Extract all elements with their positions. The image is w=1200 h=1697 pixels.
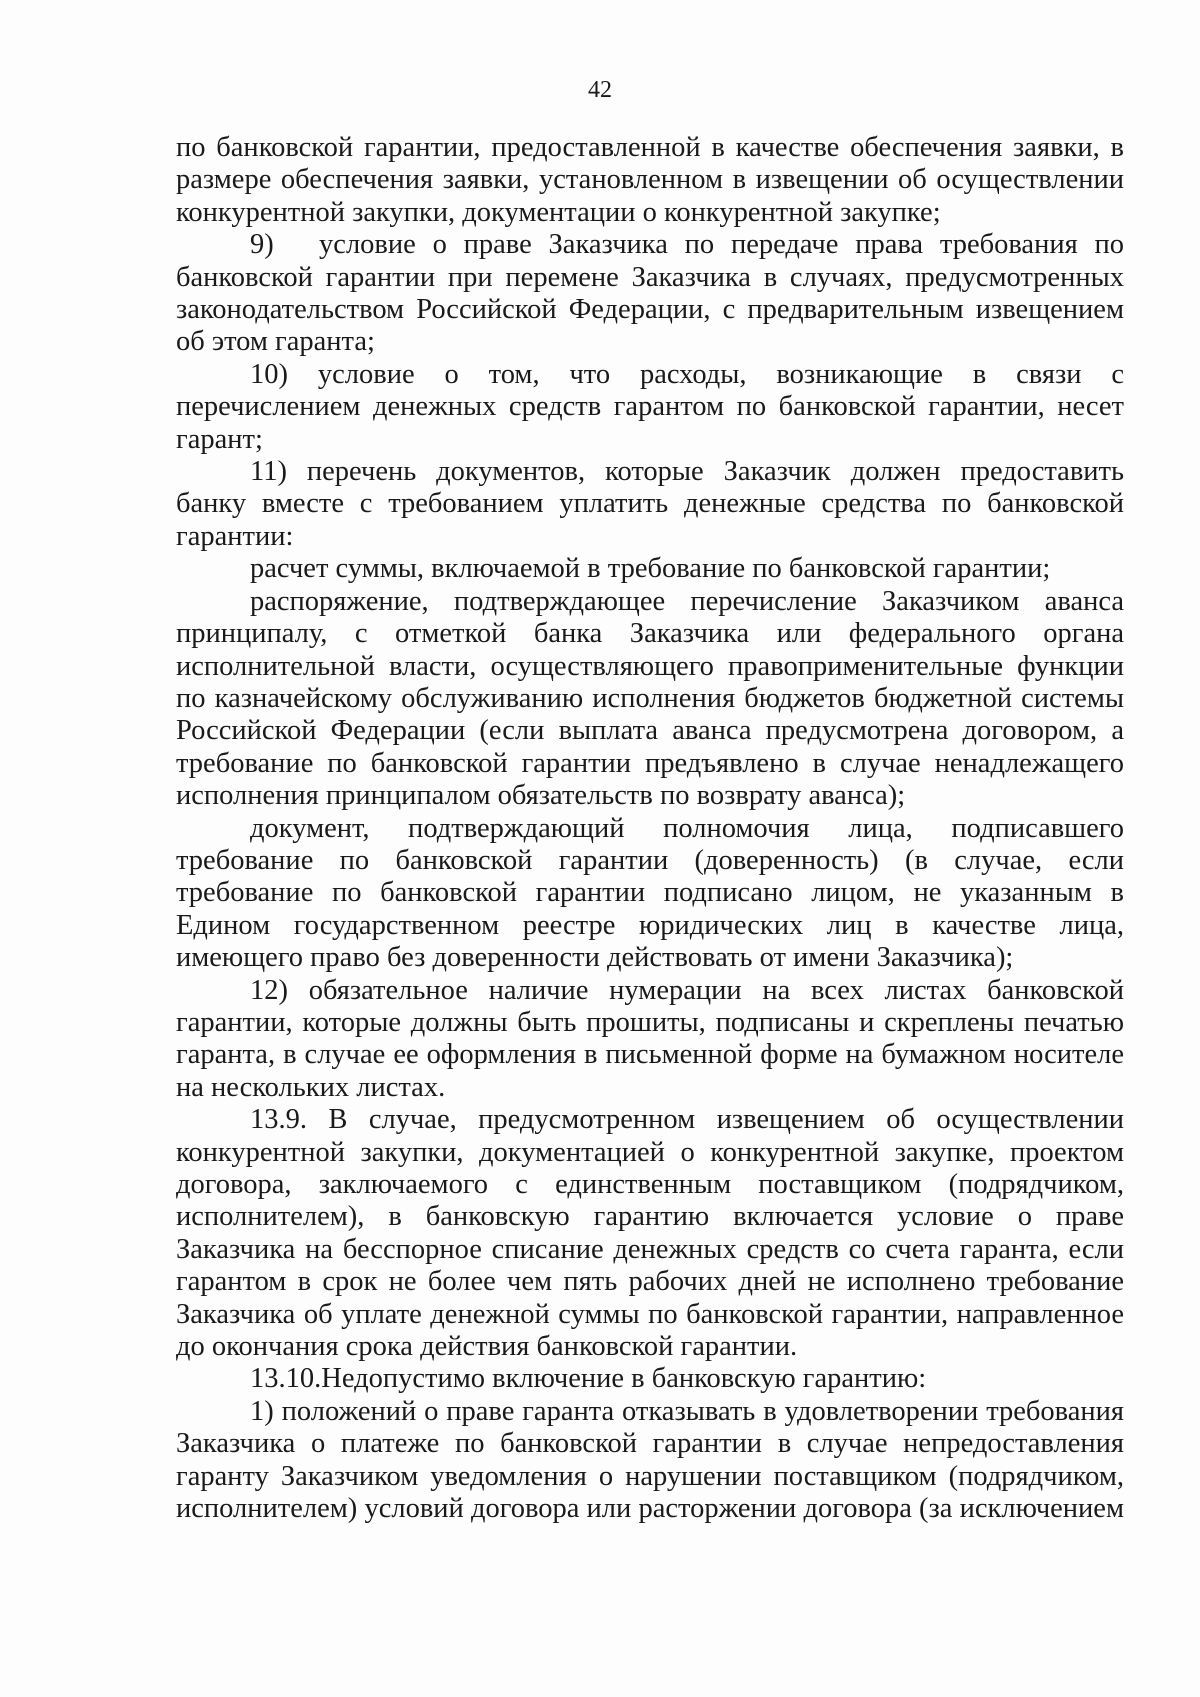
text-line: по казначейскому обслуживанию исполнения бюджетов бюджетной системы bbox=[176, 682, 1124, 714]
text-line: банку вместе с требованием уплатить денежные средства по банковской bbox=[176, 488, 1124, 520]
text-line: гаранту Заказчиком уведомления о нарушении поставщиком (подрядчиком, bbox=[176, 1460, 1124, 1492]
text-line: до окончания срока действия банковской гарантии. bbox=[176, 1331, 798, 1363]
text-line: исполнителем) условий договора или расторжении договора (за исключением bbox=[176, 1493, 1124, 1525]
paragraph-7 bbox=[176, 813, 1124, 975]
text-line: конкурентной закупки, документацией о конкурентной закупке, проектом bbox=[176, 1136, 1124, 1168]
paragraph-5 bbox=[176, 553, 1124, 585]
text-line: Российской Федерации (если выплата аванса предусмотрена договором, а bbox=[176, 715, 1124, 747]
text-line: гарантии, которые должны быть прошиты, подписаны и скреплены печатью bbox=[176, 1006, 1124, 1038]
text-line: договора, заключаемого с единственным поставщиком (подрядчиком, bbox=[176, 1169, 1124, 1200]
text-line: исполнения принципалом обязательств по возврату аванса); bbox=[176, 780, 906, 812]
text-line: исполнительной власти, осуществляющего правоприменительные функции bbox=[176, 650, 1124, 682]
text-line: исполнителем), в банковскую гарантию включается условие о праве bbox=[176, 1201, 1124, 1233]
text-line: 1) положений о праве гаранта отказывать в удовлетворении требования bbox=[250, 1395, 1124, 1427]
text-line: Заказчика об уплате денежной суммы по банковской гарантии, направленное bbox=[176, 1298, 1124, 1330]
text-line: 11) перечень документов, которые Заказчик должен предоставить bbox=[250, 456, 1124, 488]
text-line: распоряжение, подтверждающее перечисление Заказчиком аванса bbox=[250, 585, 1124, 617]
text-line: на нескольких листах. bbox=[176, 1071, 446, 1103]
text-line: 13.9. В случае, предусмотренном извещением об осуществлении bbox=[250, 1104, 1124, 1136]
paragraph-10 bbox=[176, 1363, 1124, 1395]
document-body bbox=[176, 132, 1124, 1525]
text-line: размере обеспечения заявки, установленном в извещении об осуществлении bbox=[176, 164, 1124, 196]
text-line: требование по банковской гарантии подписано лицом, не указанным в bbox=[176, 877, 1124, 909]
text-line: Заказчика на бесспорное списание денежных средств со счета гаранта, если bbox=[176, 1233, 1124, 1265]
text-line: имеющего право без доверенности действовать от имени Заказчика); bbox=[176, 942, 1014, 974]
paragraph-2 bbox=[176, 229, 1124, 359]
paragraph-9 bbox=[176, 1104, 1124, 1363]
text-line: расчет суммы, включаемой в требование по банковской гарантии; bbox=[250, 553, 1051, 585]
text-line: Едином государственном реестре юридических лиц в качестве лица, bbox=[176, 909, 1124, 941]
text-line: законодательством Российской Федерации, с предварительным извещением bbox=[176, 294, 1124, 326]
text-line: об этом гаранта; bbox=[176, 326, 375, 358]
paragraph-4 bbox=[176, 456, 1124, 553]
paragraph-11 bbox=[176, 1396, 1124, 1526]
page-number: 42 bbox=[588, 77, 612, 103]
paragraph-6 bbox=[176, 586, 1124, 813]
text-line: по банковской гарантии, предоставленной в качестве обеспечения заявки, в bbox=[176, 132, 1124, 163]
text-line: перечислением денежных средств гарантом по банковской гарантии, несет bbox=[176, 391, 1124, 423]
text-line: гарант; bbox=[176, 423, 263, 455]
text-line: гарантии: bbox=[176, 520, 294, 552]
paragraph-3 bbox=[176, 359, 1124, 456]
text-line: гарантом в срок не более чем пять рабочих дней не исполнено требование bbox=[176, 1266, 1124, 1298]
text-line: 9) условие о праве Заказчика по передаче права требования по bbox=[250, 229, 1124, 261]
text-line: 10) условие о том, что расходы, возникающие в связи с bbox=[250, 358, 1124, 390]
text-line: Заказчика о платеже по банковской гарантии в случае непредоставления bbox=[176, 1428, 1124, 1460]
text-line: требование по банковской гарантии (доверенность) (в случае, если bbox=[176, 844, 1124, 876]
text-line: гаранта, в случае ее оформления в письменной форме на бумажном носителе bbox=[176, 1039, 1124, 1071]
text-line: 13.10.Недопустимо включение в банковскую гарантию: bbox=[250, 1363, 927, 1395]
text-line: 12) обязательное наличие нумерации на всех листах банковской bbox=[250, 974, 1124, 1006]
text-line: требование по банковской гарантии предъявлено в случае ненадлежащего bbox=[176, 747, 1124, 779]
text-line: принципалу, с отметкой банка Заказчика или федерального органа bbox=[176, 618, 1124, 650]
text-line: конкурентной закупки, документации о конкурентной закупке; bbox=[176, 196, 941, 228]
text-line: банковской гарантии при перемене Заказчика в случаях, предусмотренных bbox=[176, 261, 1124, 293]
paragraph-8 bbox=[176, 975, 1124, 1105]
paragraph-1 bbox=[176, 132, 1124, 229]
text-line: документ, подтверждающий полномочия лица, подписавшего bbox=[250, 812, 1124, 844]
